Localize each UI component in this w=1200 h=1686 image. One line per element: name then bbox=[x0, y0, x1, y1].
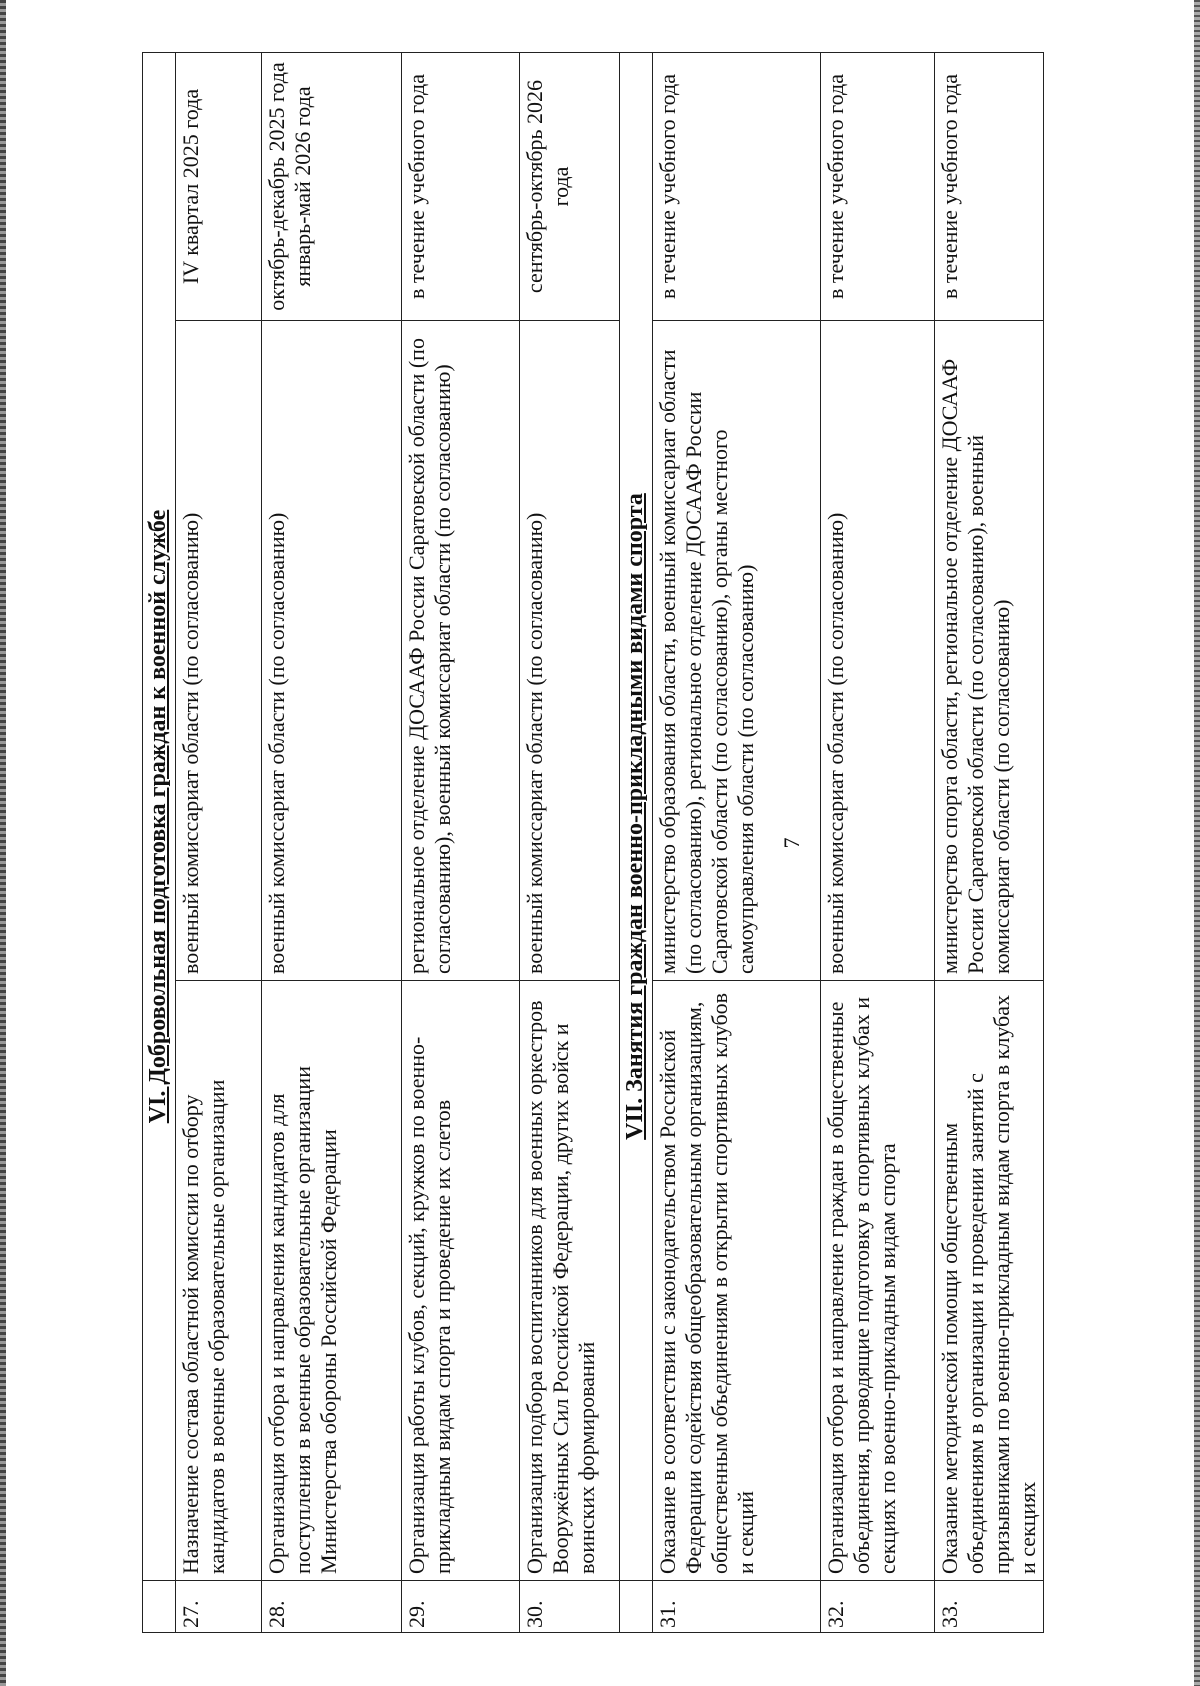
table-row bbox=[821, 53, 935, 1633]
row-action: Организация отбора и направления кандидатов для поступления в военные образовательные организации Министерства обороны Российской Федерации bbox=[262, 981, 402, 1581]
section-title: VII. Занятия граждан военно-прикладными видами спорта bbox=[620, 53, 653, 1581]
row-responsible: министерство спорта области, региональное отделение ДОСААФ России Саратовской области (по согласованию), военный комиссариат области (по согласованию) bbox=[935, 321, 1044, 981]
row-number: 29. bbox=[402, 1581, 520, 1633]
table-row bbox=[935, 53, 1044, 1633]
scan-edge-right bbox=[1194, 0, 1200, 1686]
row-term: октябрь-декабрь 2025 года январь-май 2026 года bbox=[262, 53, 402, 321]
row-responsible: региональное отделение ДОСААФ России Саратовской области (по согласованию), военный комиссариат области (по согласованию) bbox=[402, 321, 520, 981]
table-row bbox=[653, 53, 821, 1633]
section-header-blank bbox=[143, 1581, 176, 1633]
section-header-row bbox=[620, 53, 653, 1633]
scan-edge-left bbox=[0, 0, 6, 1686]
row-term: в течение учебного года bbox=[935, 53, 1044, 321]
row-number: 27. bbox=[176, 1581, 262, 1633]
row-responsible: военный комиссариат области (по согласованию) bbox=[262, 321, 402, 981]
rotated-page bbox=[142, 53, 1042, 1633]
row-action: Организация работы клубов, секций, кружков по военно-прикладным видам спорта и проведение их слетов bbox=[402, 981, 520, 1581]
row-action: Оказание в соответствии с законодательством Российской Федерации содействия общеобразовательным организациям, общественным объединениям в открытии спортивных клубов и секций bbox=[653, 981, 821, 1581]
section-title: VI. Добровольная подготовка граждан к военной службе bbox=[143, 53, 176, 1581]
row-number: 31. bbox=[653, 1581, 821, 1633]
row-responsible: военный комиссариат области (по согласованию) bbox=[821, 321, 935, 981]
section-header-blank bbox=[620, 1581, 653, 1633]
row-term: сентябрь-октябрь 2026 года bbox=[520, 53, 620, 321]
row-responsible: военный комиссариат области (по согласованию) bbox=[176, 321, 262, 981]
row-term: в течение учебного года bbox=[402, 53, 520, 321]
row-responsible: министерство образования области, военный комиссариат области (по согласованию), региональное отделение ДОСААФ России Саратовской области (по согласованию), органы местного самоуправления области (по согласованию) bbox=[653, 321, 821, 981]
plan-table bbox=[142, 52, 1044, 1633]
row-action: Назначение состава областной комиссии по отбору кандидатов в военные образовательные организации bbox=[176, 981, 262, 1581]
row-action: Организация подбора воспитанников для военных оркестров Вооружённых Сил Российской Федерации, других войск и воинских формирований bbox=[520, 981, 620, 1581]
row-action: Оказание методической помощи общественным объединениям в организации и проведении занятий с призывниками по военно-прикладным видам спорта в клубах и секциях bbox=[935, 981, 1044, 1581]
page-number: 7 bbox=[779, 837, 804, 849]
table-row bbox=[402, 53, 520, 1633]
table-row bbox=[262, 53, 402, 1633]
row-number: 33. bbox=[935, 1581, 1044, 1633]
row-number: 28. bbox=[262, 1581, 402, 1633]
table-row bbox=[520, 53, 620, 1633]
row-action: Организация отбора и направление граждан в общественные объединения, проводящие подготовку в спортивных клубах и секциях по военно-прикладным видам спорта bbox=[821, 981, 935, 1581]
row-term: в течение учебного года bbox=[821, 53, 935, 321]
row-number: 30. bbox=[520, 1581, 620, 1633]
section-header-row bbox=[143, 53, 176, 1633]
row-term: IV квартал 2025 года bbox=[176, 53, 262, 321]
row-number: 32. bbox=[821, 1581, 935, 1633]
row-term: в течение учебного года bbox=[653, 53, 821, 321]
table-row bbox=[176, 53, 262, 1633]
row-responsible: военный комиссариат области (по согласованию) bbox=[520, 321, 620, 981]
